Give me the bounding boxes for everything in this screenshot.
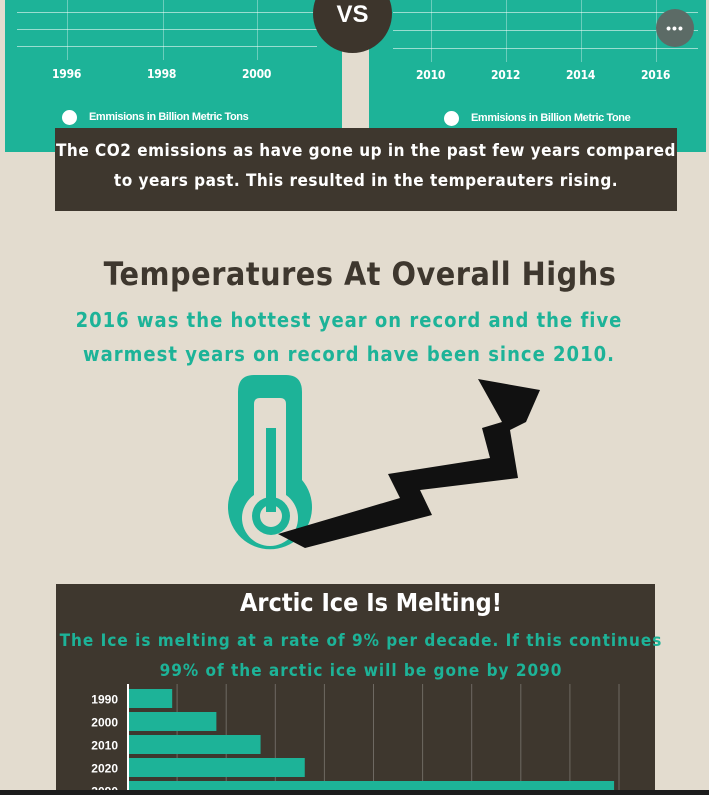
grid-line	[163, 0, 164, 60]
grid-line	[506, 0, 507, 62]
y-tick-label: 1990	[91, 692, 118, 707]
grid-line	[17, 12, 317, 13]
temperature-subtitle	[0, 303, 698, 371]
bar-2020	[129, 758, 305, 777]
legend-dot-icon	[62, 110, 77, 125]
grid-line	[581, 0, 582, 62]
legend-label: Emmisions in Billion Metric Tons	[89, 111, 249, 123]
bar-2010	[129, 735, 261, 754]
bar-2000	[129, 712, 216, 731]
grid-line	[257, 0, 258, 60]
grid-line	[67, 0, 68, 60]
grid-line	[393, 12, 698, 13]
temperature-illustration	[220, 370, 560, 565]
y-tick-label: 2020	[91, 761, 118, 776]
grid-line	[17, 46, 317, 47]
legend-label: Emmisions in Billion Metric Tone	[471, 112, 631, 124]
temperature-heading: Temperatures At Overall Highs	[103, 255, 617, 293]
arctic-subtitle-line: 99% of the arctic ice will be gone by 2090	[159, 661, 563, 681]
x-tick-label: 1996	[52, 67, 82, 81]
x-tick-label: 2014	[566, 68, 596, 82]
x-tick-label: 1998	[147, 67, 177, 81]
co2-caption-box	[55, 128, 677, 211]
grid-line	[393, 30, 698, 31]
legend-dot-icon	[444, 111, 459, 126]
grid-line	[393, 48, 698, 49]
grid-line	[17, 29, 317, 30]
chart-legend	[62, 109, 248, 125]
y-tick-label: 2010	[91, 738, 118, 753]
chart-legend	[444, 110, 630, 126]
bottom-edge	[0, 790, 709, 795]
y-tick-label: 2000	[91, 715, 118, 730]
more-icon: •••	[666, 20, 684, 36]
arctic-ice-chart	[56, 684, 655, 795]
co2-caption	[55, 136, 677, 196]
x-tick-label: 2010	[416, 68, 446, 82]
temperature-subtitle-line: warmest years on record have been since 2010.	[83, 342, 615, 366]
co2-caption-line: The CO2 emissions as have gone up in the past few years compared	[56, 141, 676, 161]
rising-arrow-icon	[220, 370, 560, 565]
more-options-button[interactable]	[656, 9, 694, 47]
arctic-heading: Arctic Ice Is Melting!	[240, 588, 502, 617]
grid-line	[431, 0, 432, 62]
arctic-subtitle	[56, 626, 666, 686]
x-tick-label: 2000	[242, 67, 272, 81]
x-tick-label: 2016	[641, 68, 671, 82]
temperature-subtitle-line: 2016 was the hottest year on record and the five	[75, 308, 623, 332]
vs-label: VS	[336, 1, 369, 28]
arctic-ice-panel	[56, 584, 663, 795]
co2-caption-line: to years past. This resulted in the temperauters rising.	[113, 171, 619, 191]
arctic-subtitle-line: The Ice is melting at a rate of 9% per decade. If this continues	[59, 631, 663, 651]
bar-chart-svg	[56, 684, 655, 795]
x-tick-label: 2012	[491, 68, 521, 82]
bar-1990	[129, 689, 172, 708]
